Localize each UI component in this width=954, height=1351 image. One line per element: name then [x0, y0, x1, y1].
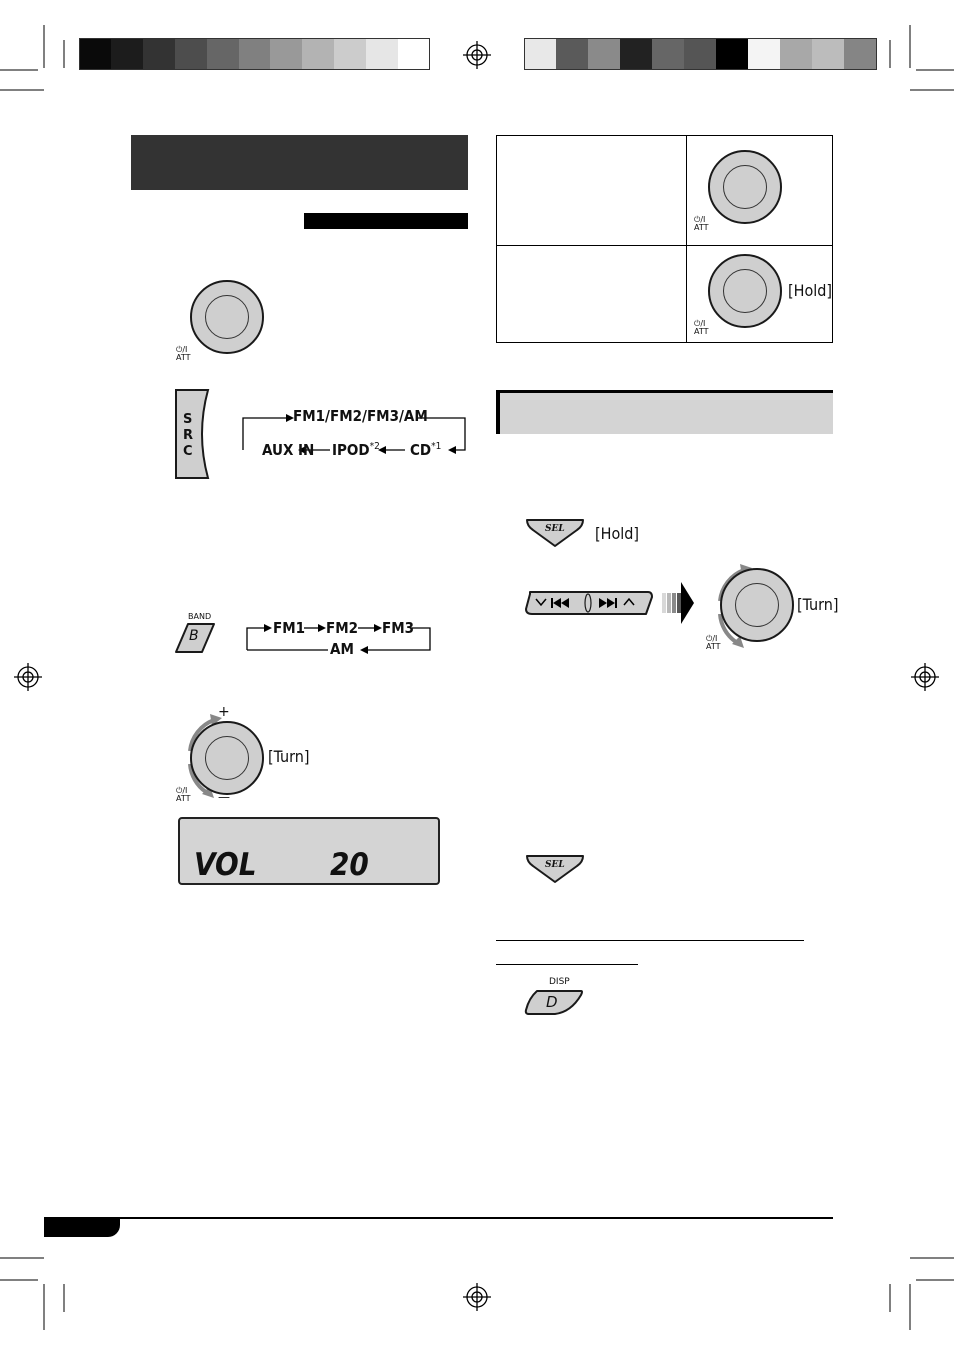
title-bar [131, 135, 468, 190]
flow-aux-in: AUX IN [262, 441, 315, 459]
registration-mark-top [463, 41, 491, 69]
volume-turn-label: [Turn] [268, 747, 310, 766]
table-hold-label: [Hold] [788, 281, 833, 300]
table-att-row1: ⏻/I ATT [694, 215, 709, 232]
lcd-vol-label: VOL [194, 847, 257, 883]
volume-knob[interactable] [190, 721, 264, 795]
table-att-row2: ⏻/I ATT [694, 319, 709, 336]
instruction-table [496, 135, 833, 343]
band-letter: B [189, 628, 199, 644]
sel-letter-hold: SEL [545, 524, 565, 534]
menu-knob[interactable] [720, 568, 794, 642]
band-label: BAND [188, 612, 212, 621]
sel-letter-press: SEL [545, 860, 565, 870]
registration-mark-right [911, 663, 939, 691]
page-number-tab [44, 1217, 120, 1237]
band-fm2: FM2 [326, 619, 359, 637]
table-divider-horizontal [497, 245, 832, 246]
footer-rule [44, 1217, 833, 1219]
table-divider-vertical [686, 136, 687, 342]
next-step-arrow-icon [660, 578, 696, 628]
power-knob[interactable] [190, 280, 264, 354]
menu-knob-center [735, 583, 779, 627]
src-letter-c: C [183, 444, 193, 459]
src-letter-r: R [183, 428, 194, 443]
subsection-bar [304, 213, 468, 229]
rule-long [496, 940, 804, 941]
volume-att-label: ⏻/I ATT [176, 786, 191, 803]
seek-rocker-button[interactable] [524, 590, 654, 616]
lcd-display [178, 817, 440, 885]
menu-turn-label: [Turn] [797, 595, 839, 614]
band-fm1: FM1 [273, 619, 306, 637]
table-knob-row1-center [723, 165, 767, 209]
flow-ipod: IPOD$^{*2}$ [332, 441, 380, 459]
table-knob-row1[interactable] [708, 150, 782, 224]
menu-att-label: ⏻/I ATT [706, 634, 721, 651]
table-knob-row2-center [723, 269, 767, 313]
volume-knob-center [205, 736, 249, 780]
section-header [496, 390, 833, 434]
sel-hold-label: [Hold] [595, 524, 640, 543]
registration-mark-left [14, 663, 42, 691]
power-knob-center [205, 295, 249, 339]
flow-cd: CD$^{*1}$ [410, 441, 442, 459]
band-am: AM [330, 640, 354, 658]
lcd-vol-value: 20 [330, 847, 369, 883]
registration-mark-bottom [463, 1283, 491, 1311]
volume-minus-label: — [218, 790, 230, 804]
src-button[interactable] [174, 388, 214, 480]
flow-fm-am: FM1/FM2/FM3/AM [293, 407, 428, 425]
volume-plus-label: + [218, 704, 230, 720]
disp-letter: D [546, 993, 558, 1011]
disp-label: DISP [549, 977, 570, 987]
band-fm3: FM3 [382, 619, 415, 637]
rule-short [496, 964, 638, 965]
src-letter-s: S [183, 412, 193, 427]
power-att-label: ⏻/I ATT [176, 345, 191, 362]
table-knob-row2[interactable] [708, 254, 782, 328]
